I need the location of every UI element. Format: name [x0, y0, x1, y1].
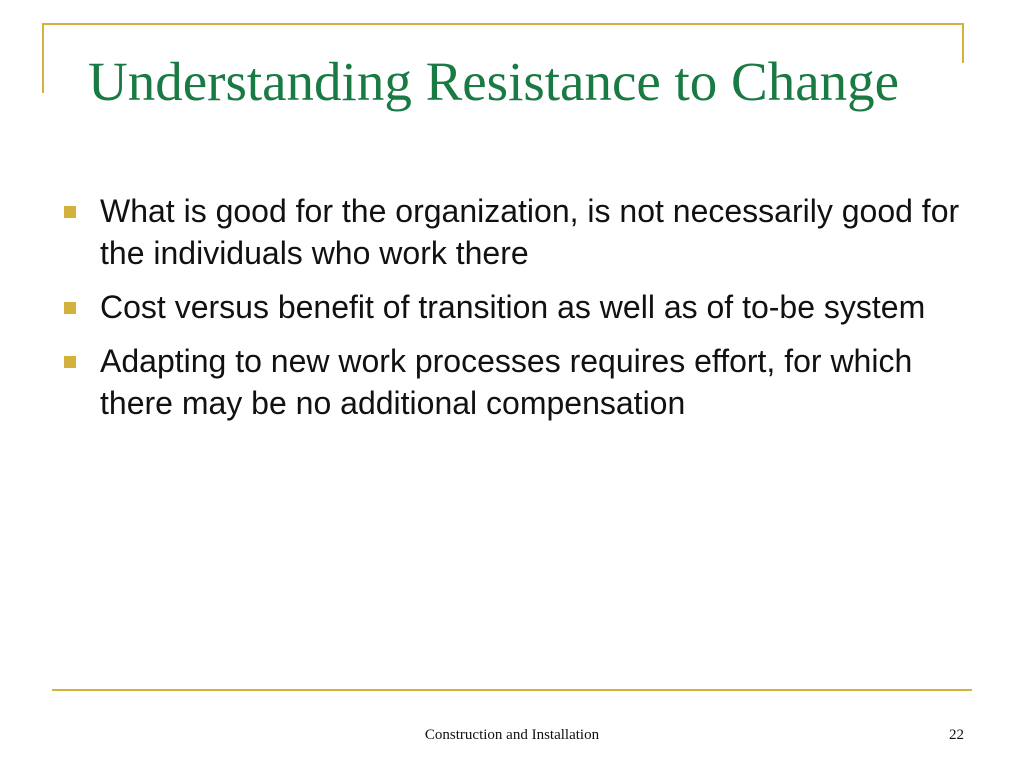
- footer-title: Construction and Installation: [424, 727, 600, 743]
- bullet-item: [64, 340, 964, 424]
- bullet-item: [64, 286, 964, 328]
- square-bullet-icon: [64, 356, 76, 368]
- footer-rule: [52, 689, 972, 691]
- square-bullet-icon: [64, 206, 76, 218]
- frame-top-rule: [42, 23, 964, 25]
- square-bullet-icon: [64, 302, 76, 314]
- page-number: 22: [949, 727, 964, 743]
- bullet-item: [64, 190, 964, 274]
- slide-title: Understanding Resistance to Change: [88, 51, 900, 112]
- bullet-list: [64, 190, 964, 436]
- bullet-text: Adapting to new work processes requires effort, for which there may be no additional compensation: [100, 343, 913, 421]
- bullet-text: What is good for the organization, is not necessarily good for the individuals who work there: [100, 193, 960, 271]
- bullet-text: Cost versus benefit of transition as well as of to-be system: [100, 289, 926, 325]
- frame-left-rule: [42, 23, 44, 93]
